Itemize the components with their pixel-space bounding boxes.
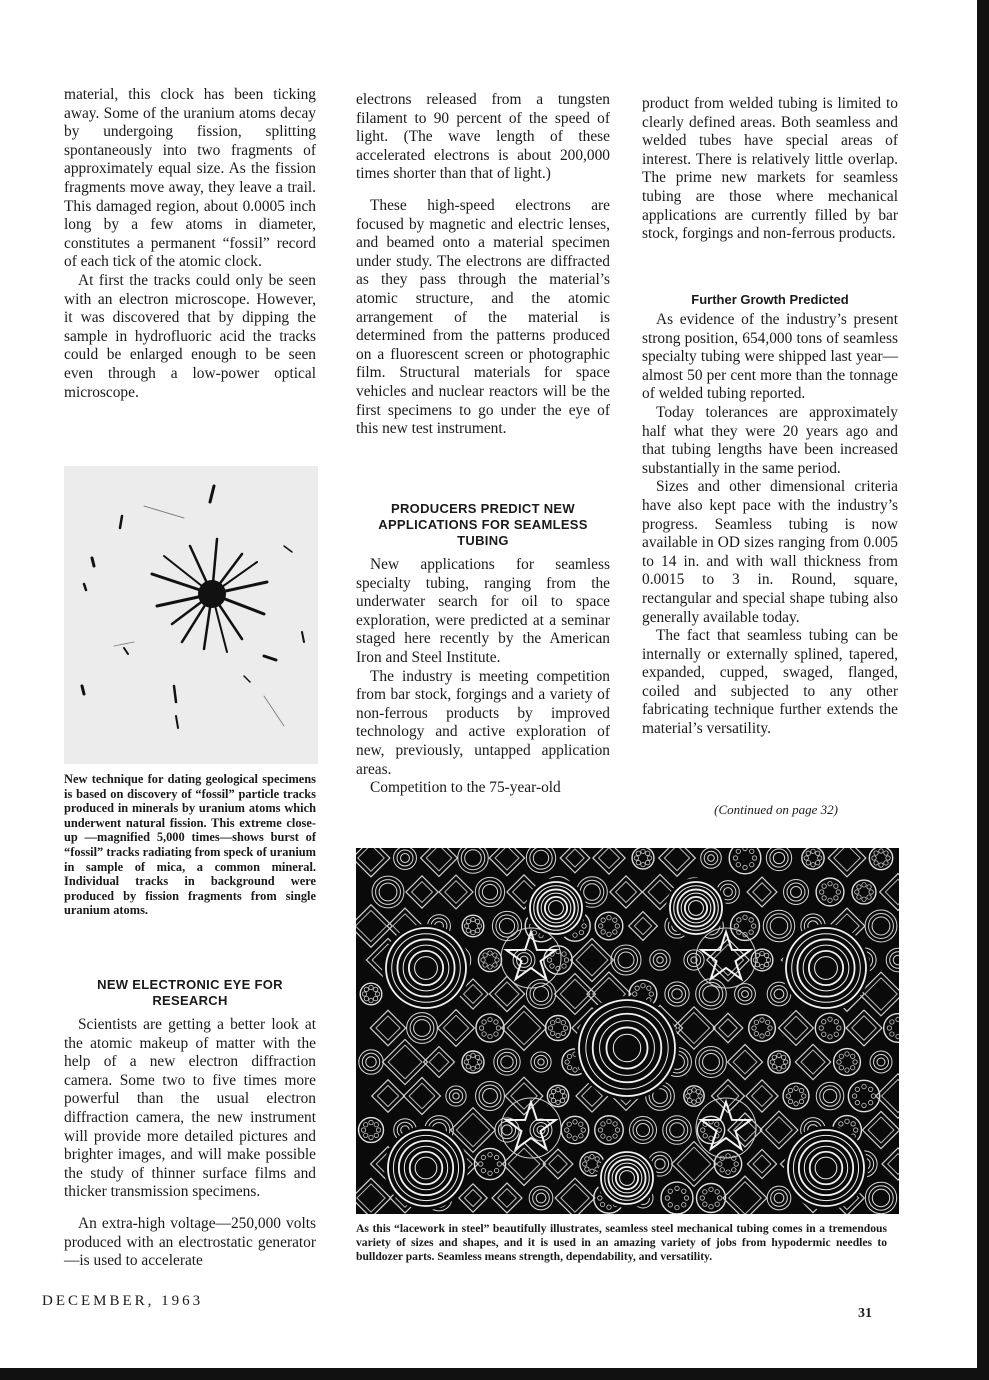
paragraph: Sizes and other dimensional criteria have also kept pace with the industry’s progress. Seamless tubing is now available in OD sizes ranging from 0.005 to 14 in. and with wall thickness from 0.0015 to 3 in. Round, square, rectangular and special shape tubing also generally available today. [642, 478, 898, 626]
paragraph: Scientists are getting a better look at the atomic makeup of matter with the help of a new electron diffraction camera. Some two to five times more powerful than the usual electron diffraction camera, the new instrument will provide more detailed pictures and brighter images, and will make possible the study of thinner surface films and thicker transmission specimens. [64, 1016, 316, 1201]
paragraph: An extra-high voltage—250,000 volts produced with an electrostatic generator—is used to accelerate [64, 1214, 316, 1270]
paragraph: Competition to the 75-year-old [370, 779, 561, 797]
lacework-steel-photo [356, 848, 899, 1214]
lacework-caption: As this “lacework in steel” beautifully illustrates, seamless steel mechanical tubing comes in a tremendous variety of sizes and shapes, and it is used in an amazing variety of jobs from hypodermic needles to bulldozer parts. Seamless means strength, dependability, and versatility. [356, 1222, 887, 1263]
scan-edge-right [977, 0, 989, 1380]
page-number: 31 [858, 1306, 872, 1321]
column-1-section [64, 1016, 316, 1271]
continued-note: (Continued on page 32) [714, 802, 838, 817]
paragraph: electrons released from a tungsten filament to 90 percent of the speed of light. (The wave length of these accelerated electrons is about 200,000 times shorter than that of light.) [356, 91, 610, 183]
fission-tracks-image [64, 466, 318, 764]
section-heading-electronic-eye: NEW ELECTRONIC EYE FOR RESEARCH [97, 977, 283, 1008]
column-3 [642, 95, 898, 244]
column-2-section [356, 556, 610, 798]
column-3-section [642, 311, 898, 739]
scan-edge-bottom [0, 1368, 989, 1380]
subheading-further-growth: Further Growth Predicted [691, 292, 849, 307]
paragraph: material, this clock has been ticking away. Some of the uranium atoms decay by undergoing fission, splitting spontaneously into two fragments of approximately equal size. As the fission fragments move away, they leave a trail. This damaged region, about 0.0005 inch long by a few atoms in diameter, constitutes a permanent “fossil” record of each tick of the atomic clock. [64, 86, 316, 271]
paragraph: The fact that seamless tubing can be internally or externally splined, tapered, expanded, cupped, swaged, flanged, coiled and subjected to any other fabricating technique further extends the material’s versatility. [642, 627, 898, 738]
column-2 [356, 91, 610, 439]
lacework-image [356, 848, 899, 1214]
fission-tracks-photo [64, 466, 318, 764]
section-heading-seamless-tubing: PRODUCERS PREDICT NEW APPLICATIONS FOR SEAMLESS TUBING [378, 501, 588, 548]
fission-tracks-caption: New technique for dating geological specimens is based on discovery of “fossil” particle tracks produced in minerals by uranium atoms which underwent natural fission. This extreme close-up —magnified 5,000 times—shows burst of “fossil” tracks radiating from speck of uranium in sample of mica, a common mineral. Individual tracks in background were produced by fission fragments from single uranium atoms. [64, 772, 316, 918]
paragraph: New applications for seamless specialty tubing, ranging from the underwater search for oil to space exploration, were predicted at a seminar staged here recently by the American Iron and Steel Institute. [356, 556, 610, 666]
paragraph: The industry is meeting competition from bar stock, forgings and a variety of non-ferrous products by improved technology and active exploration of new, previously, untapped application areas. [356, 667, 610, 778]
paragraph: As evidence of the industry’s present strong position, 654,000 tons of seamless specialty tubing were shipped last year—almost 50 per cent more than the tonnage of welded tubing reported. [642, 311, 898, 403]
paragraph: These high-speed electrons are focused by magnetic and electric lenses, and beamed onto a material specimen under study. The electrons are diffracted as they pass through the material’s atomic structure, and the atomic arrangement of the material is determined from the patterns produced on a fluorescent screen or photographic film. Structural materials for space vehicles and nuclear reactors will be the first specimens to go under the eye of this new test instrument. [356, 196, 610, 438]
paragraph: At first the tracks could only be seen with an electron microscope. However, it was discovered that by dipping the sample in hydrofluoric acid the tracks could be enlarged enough to be seen even through a low-power optical microscope. [64, 271, 316, 401]
paragraph: Today tolerances are approximately half what they were 20 years ago and that tubing lengths have been increased substantially in the same period. [642, 403, 898, 477]
column-1 [64, 86, 316, 402]
paragraph: product from welded tubing is limited to clearly defined areas. Both seamless and welded tubes have special areas of interest. There is relatively little overlap. The prime new markets for seamless tubing are those where mechanical applications are currently filled by bar stock, forgings and non-ferrous products. [642, 95, 898, 243]
issue-date: DECEMBER, 1963 [42, 1293, 204, 1309]
